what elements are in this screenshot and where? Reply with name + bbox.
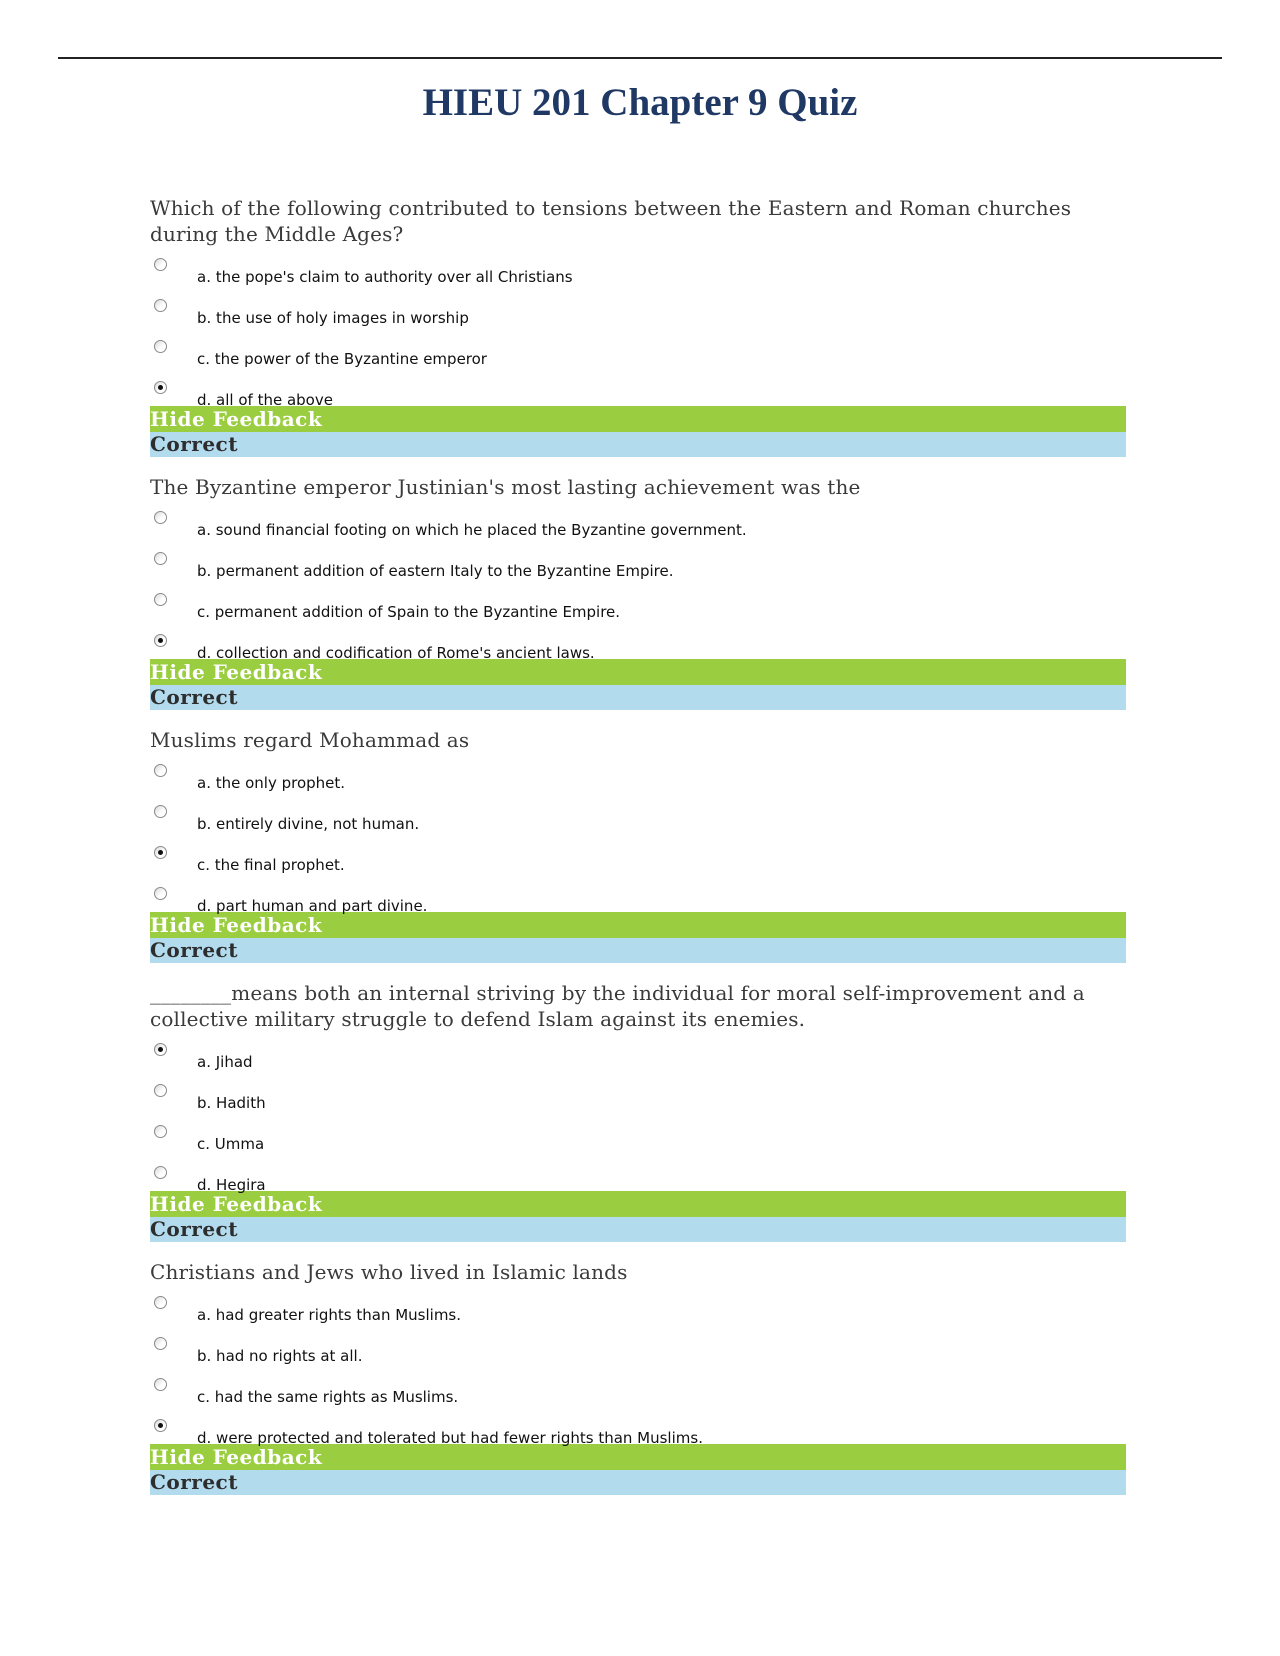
answer-option[interactable] — [150, 845, 1126, 886]
answer-option[interactable] — [150, 339, 1126, 380]
answer-option[interactable] — [150, 298, 1126, 339]
answer-options — [150, 763, 1126, 915]
feedback-result: Correct — [150, 432, 1126, 457]
answer-options — [150, 1295, 1126, 1447]
answer-option[interactable] — [150, 510, 1126, 551]
radio-button[interactable] — [154, 593, 167, 606]
radio-button-selected[interactable] — [154, 1419, 167, 1432]
top-rule — [58, 57, 1222, 59]
answer-option[interactable] — [150, 886, 1126, 915]
answer-option-label: a. had greater rights than Muslims. — [197, 1306, 462, 1324]
answer-option-label: a. the pope's claim to authority over all Christians — [197, 268, 573, 286]
radio-button[interactable] — [154, 764, 167, 777]
radio-button[interactable] — [154, 1084, 167, 1097]
question-spacer — [150, 457, 1126, 472]
question-5 — [150, 1257, 1126, 1495]
question-text: The Byzantine emperor Justinian's most lasting achievement was the — [150, 475, 861, 499]
radio-button[interactable] — [154, 1337, 167, 1350]
answer-option-label: d. Hegira — [197, 1176, 266, 1194]
answer-option-label: d. collection and codification of Rome's ancient laws. — [197, 644, 595, 662]
feedback-result: Correct — [150, 1217, 1126, 1242]
answer-option[interactable] — [150, 1165, 1126, 1194]
radio-button[interactable] — [154, 340, 167, 353]
hide-feedback-button[interactable]: Hide Feedback — [150, 659, 1126, 685]
radio-button-selected[interactable] — [154, 846, 167, 859]
answer-option-label: c. had the same rights as Muslims. — [197, 1388, 459, 1406]
radio-button[interactable] — [154, 887, 167, 900]
answer-options — [150, 257, 1126, 409]
hide-feedback-button[interactable]: Hide Feedback — [150, 1444, 1126, 1470]
answer-option[interactable] — [150, 1377, 1126, 1418]
hide-feedback-button[interactable]: Hide Feedback — [150, 406, 1126, 432]
question-spacer — [150, 710, 1126, 725]
feedback-result: Correct — [150, 938, 1126, 963]
answer-option-label: d. were protected and tolerated but had fewer rights than Muslims. — [197, 1429, 703, 1447]
answer-option[interactable] — [150, 1124, 1126, 1165]
answer-option-label: b. the use of holy images in worship — [197, 309, 469, 327]
answer-option-label: c. permanent addition of Spain to the Byzantine Empire. — [197, 603, 621, 621]
answer-option[interactable] — [150, 380, 1126, 409]
answer-option[interactable] — [150, 1083, 1126, 1124]
question-spacer — [150, 963, 1126, 978]
hide-feedback-button[interactable]: Hide Feedback — [150, 912, 1126, 938]
radio-button[interactable] — [154, 552, 167, 565]
answer-option[interactable] — [150, 257, 1126, 298]
radio-button[interactable] — [154, 1125, 167, 1138]
radio-button-selected[interactable] — [154, 381, 167, 394]
hide-feedback-button[interactable]: Hide Feedback — [150, 1191, 1126, 1217]
radio-button[interactable] — [154, 299, 167, 312]
feedback-result: Correct — [150, 1470, 1126, 1495]
feedback-result: Correct — [150, 685, 1126, 710]
answer-option-label: d. part human and part divine. — [197, 897, 428, 915]
question-text: Christians and Jews who lived in Islamic lands — [150, 1260, 628, 1284]
question-text: Which of the following contributed to tensions between the Eastern and Roman churches during the Middle Ages? — [150, 196, 1072, 246]
answer-option-label: b. entirely divine, not human. — [197, 815, 420, 833]
answer-options — [150, 510, 1126, 662]
answer-option[interactable] — [150, 763, 1126, 804]
answer-option-label: b. Hadith — [197, 1094, 266, 1112]
radio-button[interactable] — [154, 1166, 167, 1179]
page-title: HIEU 201 Chapter 9 Quiz — [422, 81, 858, 124]
question-1 — [150, 193, 1126, 457]
answer-option-label: c. Umma — [197, 1135, 265, 1153]
answer-option-label: c. the power of the Byzantine emperor — [197, 350, 487, 368]
answer-option-label: a. Jihad — [197, 1053, 253, 1071]
answer-option-label: a. the only prophet. — [197, 774, 346, 792]
answer-option[interactable] — [150, 804, 1126, 845]
answer-option[interactable] — [150, 551, 1126, 592]
radio-button-selected[interactable] — [154, 1043, 167, 1056]
radio-button-selected[interactable] — [154, 634, 167, 647]
question-spacer — [150, 1242, 1126, 1257]
answer-option[interactable] — [150, 1295, 1126, 1336]
question-text: Muslims regard Mohammad as — [150, 728, 470, 752]
radio-button[interactable] — [154, 1296, 167, 1309]
answer-option[interactable] — [150, 633, 1126, 662]
answer-option[interactable] — [150, 1418, 1126, 1447]
answer-option-label: b. permanent addition of eastern Italy to the Byzantine Empire. — [197, 562, 674, 580]
answer-options — [150, 1042, 1126, 1194]
question-text: ________means both an internal striving by the individual for moral self-improvement and a collective military struggle to defend Islam against its enemies. — [150, 981, 1085, 1031]
question-2 — [150, 472, 1126, 710]
quiz — [150, 193, 1126, 1495]
answer-option-label: b. had no rights at all. — [197, 1347, 363, 1365]
answer-option[interactable] — [150, 1336, 1126, 1377]
radio-button[interactable] — [154, 1378, 167, 1391]
answer-option[interactable] — [150, 1042, 1126, 1083]
question-4 — [150, 978, 1126, 1242]
answer-option-label: c. the final prophet. — [197, 856, 345, 874]
answer-option-label: d. all of the above — [197, 391, 333, 409]
radio-button[interactable] — [154, 258, 167, 271]
answer-option[interactable] — [150, 592, 1126, 633]
radio-button[interactable] — [154, 805, 167, 818]
radio-button[interactable] — [154, 511, 167, 524]
answer-option-label: a. sound financial footing on which he placed the Byzantine government. — [197, 521, 747, 539]
question-3 — [150, 725, 1126, 963]
